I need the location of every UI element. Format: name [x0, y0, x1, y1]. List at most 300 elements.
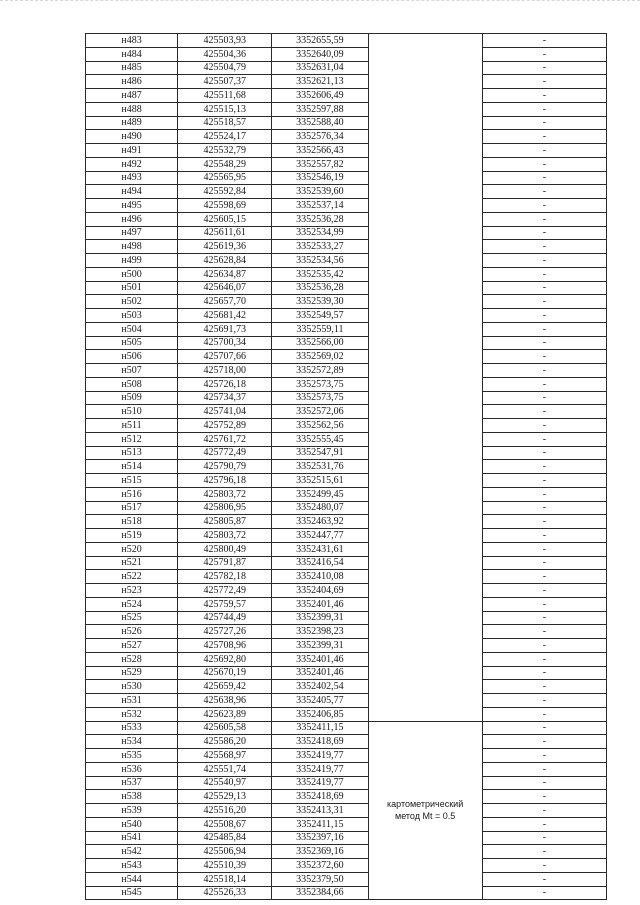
note-cell: - — [482, 570, 606, 584]
note-cell: - — [482, 542, 606, 556]
point-name-cell: н502 — [86, 295, 178, 309]
x-coordinate-cell: 425586,20 — [178, 735, 272, 749]
x-coordinate-cell: 425638,96 — [178, 694, 272, 708]
table-row — [86, 762, 607, 776]
note-cell: - — [482, 364, 606, 378]
y-coordinate-cell: 3352406,85 — [272, 707, 368, 721]
note-cell: - — [482, 776, 606, 790]
table-row — [86, 707, 607, 721]
table-row — [86, 130, 607, 144]
table-row — [86, 267, 607, 281]
x-coordinate-cell: 425619,36 — [178, 240, 272, 254]
note-cell: - — [482, 639, 606, 653]
y-coordinate-cell: 3352379,50 — [272, 872, 368, 886]
y-coordinate-cell: 3352569,02 — [272, 350, 368, 364]
note-cell: - — [482, 212, 606, 226]
note-cell: - — [482, 240, 606, 254]
x-coordinate-cell: 425605,15 — [178, 212, 272, 226]
table-row — [86, 680, 607, 694]
y-coordinate-cell: 3352534,99 — [272, 226, 368, 240]
table-row — [86, 226, 607, 240]
y-coordinate-cell: 3352549,57 — [272, 309, 368, 323]
y-coordinate-cell: 3352531,76 — [272, 460, 368, 474]
note-cell: - — [482, 61, 606, 75]
y-coordinate-cell: 3352399,31 — [272, 639, 368, 653]
y-coordinate-cell: 3352597,88 — [272, 102, 368, 116]
y-coordinate-cell: 3352533,27 — [272, 240, 368, 254]
note-cell: - — [482, 694, 606, 708]
y-coordinate-cell: 3352546,19 — [272, 171, 368, 185]
note-cell: - — [482, 47, 606, 61]
y-coordinate-cell: 3352606,49 — [272, 89, 368, 103]
y-coordinate-cell: 3352539,60 — [272, 185, 368, 199]
x-coordinate-cell: 425511,68 — [178, 89, 272, 103]
table-row — [86, 790, 607, 804]
note-cell: - — [482, 652, 606, 666]
point-name-cell: н510 — [86, 405, 178, 419]
point-name-cell: н503 — [86, 309, 178, 323]
note-cell: - — [482, 817, 606, 831]
table-row — [86, 625, 607, 639]
point-name-cell: н500 — [86, 267, 178, 281]
table-row — [86, 212, 607, 226]
x-coordinate-cell: 425598,69 — [178, 199, 272, 213]
y-coordinate-cell: 3352413,31 — [272, 804, 368, 818]
note-cell: - — [482, 267, 606, 281]
point-name-cell: н506 — [86, 350, 178, 364]
x-coordinate-cell: 425529,13 — [178, 790, 272, 804]
point-name-cell: н493 — [86, 171, 178, 185]
point-name-cell: н517 — [86, 501, 178, 515]
x-coordinate-cell: 425516,20 — [178, 804, 272, 818]
note-cell: - — [482, 707, 606, 721]
note-cell: - — [482, 446, 606, 460]
y-coordinate-cell: 3352419,77 — [272, 749, 368, 763]
point-name-cell: н521 — [86, 556, 178, 570]
note-cell: - — [482, 281, 606, 295]
table-row — [86, 611, 607, 625]
note-cell: - — [482, 254, 606, 268]
table-row — [86, 859, 607, 873]
table-row — [86, 487, 607, 501]
table-row — [86, 831, 607, 845]
note-cell: - — [482, 790, 606, 804]
point-name-cell: н544 — [86, 872, 178, 886]
point-name-cell: н531 — [86, 694, 178, 708]
table-row — [86, 872, 607, 886]
table-row — [86, 694, 607, 708]
x-coordinate-cell: 425734,37 — [178, 391, 272, 405]
table-row — [86, 570, 607, 584]
table-row — [86, 61, 607, 75]
y-coordinate-cell: 3352573,75 — [272, 391, 368, 405]
table-row — [86, 89, 607, 103]
table-row — [86, 295, 607, 309]
table-row — [86, 446, 607, 460]
point-name-cell: н524 — [86, 597, 178, 611]
x-coordinate-cell: 425518,57 — [178, 116, 272, 130]
y-coordinate-cell: 3352401,46 — [272, 652, 368, 666]
note-cell: - — [482, 75, 606, 89]
note-cell: - — [482, 34, 606, 48]
note-cell: - — [482, 405, 606, 419]
table-row — [86, 556, 607, 570]
y-coordinate-cell: 3352399,31 — [272, 611, 368, 625]
table-row — [86, 47, 607, 61]
table-row — [86, 309, 607, 323]
x-coordinate-cell: 425805,87 — [178, 515, 272, 529]
x-coordinate-cell: 425796,18 — [178, 474, 272, 488]
point-name-cell: н540 — [86, 817, 178, 831]
note-cell: - — [482, 666, 606, 680]
y-coordinate-cell: 3352576,34 — [272, 130, 368, 144]
x-coordinate-cell: 425741,04 — [178, 405, 272, 419]
x-coordinate-cell: 425691,73 — [178, 322, 272, 336]
note-cell: - — [482, 831, 606, 845]
table-row — [86, 804, 607, 818]
point-name-cell: н513 — [86, 446, 178, 460]
point-name-cell: н534 — [86, 735, 178, 749]
y-coordinate-cell: 3352402,54 — [272, 680, 368, 694]
point-name-cell: н505 — [86, 336, 178, 350]
note-cell: - — [482, 804, 606, 818]
x-coordinate-cell: 425761,72 — [178, 432, 272, 446]
y-coordinate-cell: 3352401,46 — [272, 597, 368, 611]
note-cell: - — [482, 886, 606, 900]
note-cell: - — [482, 515, 606, 529]
y-coordinate-cell: 3352499,45 — [272, 487, 368, 501]
table-row — [86, 116, 607, 130]
table-row — [86, 515, 607, 529]
table-row — [86, 597, 607, 611]
point-name-cell: н495 — [86, 199, 178, 213]
x-coordinate-cell: 425803,72 — [178, 529, 272, 543]
note-cell: - — [482, 584, 606, 598]
survey-method-cell — [368, 721, 482, 900]
y-coordinate-cell: 3352621,13 — [272, 75, 368, 89]
point-name-cell: н533 — [86, 721, 178, 735]
x-coordinate-cell: 425515,13 — [178, 102, 272, 116]
y-coordinate-cell: 3352573,75 — [272, 377, 368, 391]
point-name-cell: н489 — [86, 116, 178, 130]
note-cell: - — [482, 749, 606, 763]
note-cell: - — [482, 460, 606, 474]
x-coordinate-cell: 425803,72 — [178, 487, 272, 501]
x-coordinate-cell: 425532,79 — [178, 144, 272, 158]
note-cell: - — [482, 432, 606, 446]
table-row — [86, 350, 607, 364]
note-cell: - — [482, 680, 606, 694]
survey-method-cell — [368, 34, 482, 722]
x-coordinate-cell: 425718,00 — [178, 364, 272, 378]
note-cell: - — [482, 226, 606, 240]
note-cell: - — [482, 474, 606, 488]
point-name-cell: н528 — [86, 652, 178, 666]
x-coordinate-cell: 425800,49 — [178, 542, 272, 556]
y-coordinate-cell: 3352559,11 — [272, 322, 368, 336]
x-coordinate-cell: 425540,97 — [178, 776, 272, 790]
point-name-cell: н545 — [86, 886, 178, 900]
point-name-cell: н541 — [86, 831, 178, 845]
point-name-cell: н529 — [86, 666, 178, 680]
table-row — [86, 419, 607, 433]
y-coordinate-cell: 3352397,16 — [272, 831, 368, 845]
point-name-cell: н530 — [86, 680, 178, 694]
table-row — [86, 776, 607, 790]
note-cell: - — [482, 130, 606, 144]
note-cell: - — [482, 89, 606, 103]
table-row — [86, 584, 607, 598]
x-coordinate-cell: 425526,33 — [178, 886, 272, 900]
point-name-cell: н522 — [86, 570, 178, 584]
table-row — [86, 432, 607, 446]
y-coordinate-cell: 3352536,28 — [272, 281, 368, 295]
note-cell: - — [482, 157, 606, 171]
table-row — [86, 377, 607, 391]
y-coordinate-cell: 3352588,40 — [272, 116, 368, 130]
point-name-cell: н514 — [86, 460, 178, 474]
note-cell: - — [482, 309, 606, 323]
note-cell: - — [482, 845, 606, 859]
table-row — [86, 171, 607, 185]
x-coordinate-cell: 425692,80 — [178, 652, 272, 666]
y-coordinate-cell: 3352401,46 — [272, 666, 368, 680]
scan-top-edge — [0, 0, 640, 4]
table-row — [86, 322, 607, 336]
y-coordinate-cell: 3352411,15 — [272, 817, 368, 831]
y-coordinate-cell: 3352535,42 — [272, 267, 368, 281]
x-coordinate-cell: 425659,42 — [178, 680, 272, 694]
point-name-cell: н487 — [86, 89, 178, 103]
point-name-cell: н490 — [86, 130, 178, 144]
point-name-cell: н543 — [86, 859, 178, 873]
x-coordinate-cell: 425670,19 — [178, 666, 272, 680]
note-cell: - — [482, 377, 606, 391]
point-name-cell: н511 — [86, 419, 178, 433]
coordinates-table — [85, 33, 607, 900]
note-cell: - — [482, 116, 606, 130]
y-coordinate-cell: 3352418,69 — [272, 790, 368, 804]
x-coordinate-cell: 425508,67 — [178, 817, 272, 831]
point-name-cell: н501 — [86, 281, 178, 295]
y-coordinate-cell: 3352536,28 — [272, 212, 368, 226]
y-coordinate-cell: 3352398,23 — [272, 625, 368, 639]
table-row — [86, 34, 607, 48]
note-cell: - — [482, 611, 606, 625]
point-name-cell: н492 — [86, 157, 178, 171]
x-coordinate-cell: 425790,79 — [178, 460, 272, 474]
note-cell: - — [482, 735, 606, 749]
point-name-cell: н486 — [86, 75, 178, 89]
table-row — [86, 652, 607, 666]
note-cell: - — [482, 391, 606, 405]
note-cell: - — [482, 529, 606, 543]
x-coordinate-cell: 425727,26 — [178, 625, 272, 639]
point-name-cell: н523 — [86, 584, 178, 598]
y-coordinate-cell: 3352463,92 — [272, 515, 368, 529]
y-coordinate-cell: 3352566,43 — [272, 144, 368, 158]
table-row — [86, 157, 607, 171]
note-cell: - — [482, 721, 606, 735]
point-name-cell: н532 — [86, 707, 178, 721]
y-coordinate-cell: 3352447,77 — [272, 529, 368, 543]
point-name-cell: н538 — [86, 790, 178, 804]
y-coordinate-cell: 3352418,69 — [272, 735, 368, 749]
y-coordinate-cell: 3352547,91 — [272, 446, 368, 460]
note-cell: - — [482, 185, 606, 199]
note-cell: - — [482, 762, 606, 776]
x-coordinate-cell: 425744,49 — [178, 611, 272, 625]
table-row — [86, 199, 607, 213]
y-coordinate-cell: 3352431,61 — [272, 542, 368, 556]
point-name-cell: н509 — [86, 391, 178, 405]
x-coordinate-cell: 425485,84 — [178, 831, 272, 845]
y-coordinate-cell: 3352419,77 — [272, 762, 368, 776]
y-coordinate-cell: 3352631,04 — [272, 61, 368, 75]
note-cell: - — [482, 322, 606, 336]
y-coordinate-cell: 3352539,30 — [272, 295, 368, 309]
table-row — [86, 102, 607, 116]
point-name-cell: н520 — [86, 542, 178, 556]
point-name-cell: н542 — [86, 845, 178, 859]
table-row — [86, 75, 607, 89]
x-coordinate-cell: 425657,70 — [178, 295, 272, 309]
y-coordinate-cell: 3352566,00 — [272, 336, 368, 350]
point-name-cell: н536 — [86, 762, 178, 776]
table-row — [86, 666, 607, 680]
table-row — [86, 735, 607, 749]
y-coordinate-cell: 3352572,06 — [272, 405, 368, 419]
x-coordinate-cell: 425503,93 — [178, 34, 272, 48]
point-name-cell: н504 — [86, 322, 178, 336]
note-cell: - — [482, 487, 606, 501]
point-name-cell: н518 — [86, 515, 178, 529]
table-row — [86, 281, 607, 295]
note-cell: - — [482, 144, 606, 158]
x-coordinate-cell: 425772,49 — [178, 584, 272, 598]
table-row — [86, 749, 607, 763]
table-row — [86, 817, 607, 831]
y-coordinate-cell: 3352480,07 — [272, 501, 368, 515]
note-cell: - — [482, 419, 606, 433]
y-coordinate-cell: 3352404,69 — [272, 584, 368, 598]
point-name-cell: н539 — [86, 804, 178, 818]
y-coordinate-cell: 3352655,59 — [272, 34, 368, 48]
y-coordinate-cell: 3352515,61 — [272, 474, 368, 488]
note-cell: - — [482, 859, 606, 873]
x-coordinate-cell: 425551,74 — [178, 762, 272, 776]
table-row — [86, 474, 607, 488]
note-cell: - — [482, 872, 606, 886]
y-coordinate-cell: 3352640,09 — [272, 47, 368, 61]
x-coordinate-cell: 425759,57 — [178, 597, 272, 611]
y-coordinate-cell: 3352562,56 — [272, 419, 368, 433]
x-coordinate-cell: 425605,58 — [178, 721, 272, 735]
x-coordinate-cell: 425708,96 — [178, 639, 272, 653]
x-coordinate-cell: 425752,89 — [178, 419, 272, 433]
point-name-cell: н498 — [86, 240, 178, 254]
note-cell: - — [482, 199, 606, 213]
x-coordinate-cell: 425707,66 — [178, 350, 272, 364]
x-coordinate-cell: 425791,87 — [178, 556, 272, 570]
point-name-cell: н485 — [86, 61, 178, 75]
survey-method-text: метод Mt = 0.5 — [395, 811, 456, 822]
x-coordinate-cell: 425504,79 — [178, 61, 272, 75]
x-coordinate-cell: 425646,07 — [178, 281, 272, 295]
x-coordinate-cell: 425611,61 — [178, 226, 272, 240]
x-coordinate-cell: 425504,36 — [178, 47, 272, 61]
note-cell: - — [482, 350, 606, 364]
x-coordinate-cell: 425507,37 — [178, 75, 272, 89]
table-row — [86, 240, 607, 254]
table-row — [86, 886, 607, 900]
y-coordinate-cell: 3352416,54 — [272, 556, 368, 570]
point-name-cell: н497 — [86, 226, 178, 240]
x-coordinate-cell: 425681,42 — [178, 309, 272, 323]
table-row — [86, 845, 607, 859]
y-coordinate-cell: 3352534,56 — [272, 254, 368, 268]
point-name-cell: н507 — [86, 364, 178, 378]
table-row — [86, 144, 607, 158]
point-name-cell: н525 — [86, 611, 178, 625]
y-coordinate-cell: 3352411,15 — [272, 721, 368, 735]
note-cell: - — [482, 102, 606, 116]
point-name-cell: н537 — [86, 776, 178, 790]
y-coordinate-cell: 3352410,08 — [272, 570, 368, 584]
note-cell: - — [482, 336, 606, 350]
point-name-cell: н508 — [86, 377, 178, 391]
table-row — [86, 501, 607, 515]
x-coordinate-cell: 425510,39 — [178, 859, 272, 873]
point-name-cell: н496 — [86, 212, 178, 226]
x-coordinate-cell: 425628,84 — [178, 254, 272, 268]
note-cell: - — [482, 171, 606, 185]
point-name-cell: н494 — [86, 185, 178, 199]
point-name-cell: н519 — [86, 529, 178, 543]
table-row — [86, 336, 607, 350]
x-coordinate-cell: 425568,97 — [178, 749, 272, 763]
x-coordinate-cell: 425634,87 — [178, 267, 272, 281]
point-name-cell: н527 — [86, 639, 178, 653]
y-coordinate-cell: 3352384,66 — [272, 886, 368, 900]
y-coordinate-cell: 3352405,77 — [272, 694, 368, 708]
x-coordinate-cell: 425623,89 — [178, 707, 272, 721]
table-row — [86, 405, 607, 419]
note-cell: - — [482, 295, 606, 309]
x-coordinate-cell: 425806,95 — [178, 501, 272, 515]
point-name-cell: н484 — [86, 47, 178, 61]
table-row — [86, 542, 607, 556]
y-coordinate-cell: 3352572,89 — [272, 364, 368, 378]
coordinates-table-body — [86, 34, 607, 900]
table-row — [86, 364, 607, 378]
point-name-cell: н499 — [86, 254, 178, 268]
survey-method-text: картометрический — [387, 799, 464, 810]
y-coordinate-cell: 3352537,14 — [272, 199, 368, 213]
point-name-cell: н491 — [86, 144, 178, 158]
point-name-cell: н515 — [86, 474, 178, 488]
table-row — [86, 639, 607, 653]
note-cell: - — [482, 556, 606, 570]
x-coordinate-cell: 425700,34 — [178, 336, 272, 350]
table-row — [86, 460, 607, 474]
y-coordinate-cell: 3352557,82 — [272, 157, 368, 171]
note-cell: - — [482, 597, 606, 611]
x-coordinate-cell: 425506,94 — [178, 845, 272, 859]
note-cell: - — [482, 625, 606, 639]
point-name-cell: н512 — [86, 432, 178, 446]
table-row — [86, 721, 607, 735]
